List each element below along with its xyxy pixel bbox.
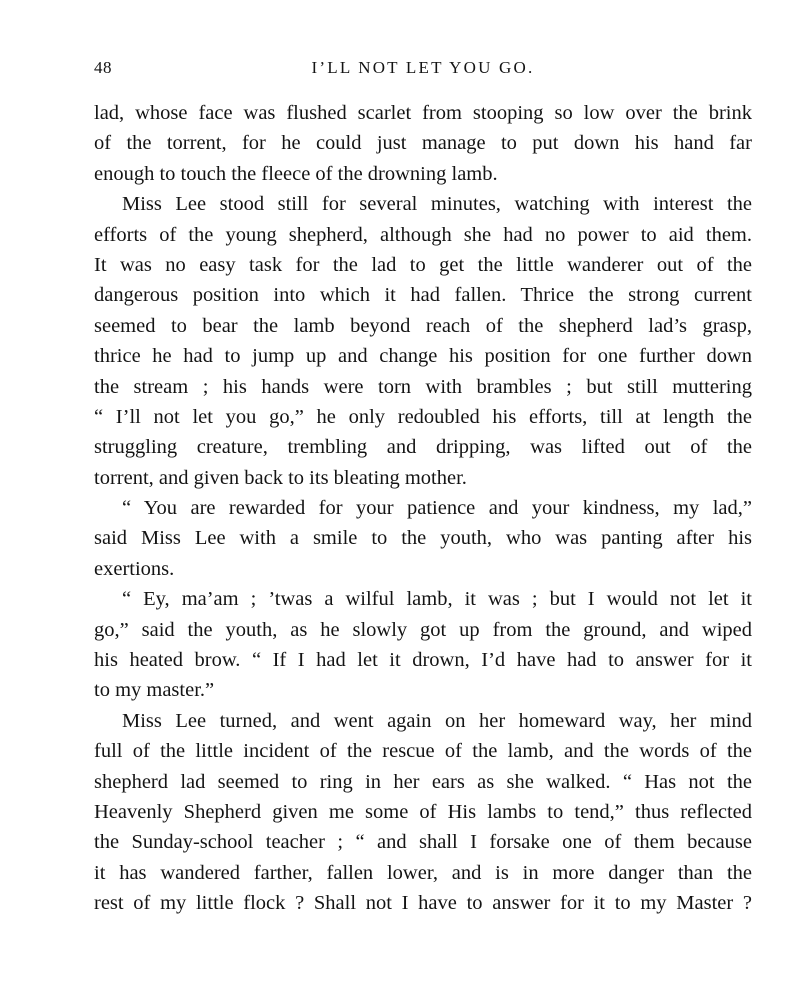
text-line: It was no easy task for the lad to get the little wanderer out of the: [94, 253, 752, 276]
text-line: seemed to bear the lamb beyond reach of the shepherd lad’s grasp,: [94, 314, 752, 337]
text-line: full of the little incident of the rescue of the lamb, and the words of the: [94, 740, 752, 763]
text-line: go,” said the youth, as he slowly got up from the ground, and wiped: [94, 618, 752, 641]
body-text: [94, 98, 752, 919]
text-line: dangerous position into which it had fallen. Thrice the strong current: [94, 284, 752, 307]
text-line: said Miss Lee with a smile to the youth, who was panting after his: [94, 527, 752, 550]
text-line: the Sunday-school teacher ; “ and shall I forsake one of them because: [94, 831, 752, 854]
text-line: the stream ; his hands were torn with brambles ; but still muttering: [94, 375, 752, 398]
text-line: it has wandered farther, fallen lower, and is in more danger than the: [94, 861, 752, 884]
text-line: Miss Lee turned, and went again on her homeward way, her mind: [122, 709, 752, 732]
text-line: of the torrent, for he could just manage to put down his hand far: [94, 132, 752, 155]
text-line: efforts of the young shepherd, although she had no power to aid them.: [94, 223, 752, 246]
text-line: enough to touch the fleece of the drowning lamb.: [94, 162, 498, 185]
text-line: rest of my little flock ? Shall not I have to answer for it to my Master ?: [94, 892, 752, 915]
text-line: thrice he had to jump up and change his position for one further down: [94, 345, 752, 368]
page-number: 48: [94, 58, 112, 77]
text-line: “ You are rewarded for your patience and your kindness, my lad,”: [122, 497, 752, 520]
text-line: shepherd lad seemed to ring in her ears as she walked. “ Has not the: [94, 770, 752, 793]
text-line: Heavenly Shepherd given me some of His lambs to tend,” thus reflected: [94, 800, 752, 823]
text-line: struggling creature, trembling and dripping, was lifted out of the: [94, 436, 752, 459]
text-line: Miss Lee stood still for several minutes, watching with interest the: [122, 193, 752, 216]
text-line: torrent, and given back to its bleating mother.: [94, 466, 467, 489]
text-line: exertions.: [94, 557, 175, 580]
text-line: his heated brow. “ If I had let it drown, I’d have had to answer for it: [94, 649, 752, 672]
text-line: to my master.”: [94, 679, 215, 702]
page-header: [94, 58, 752, 82]
text-line: lad, whose face was flushed scarlet from stooping so low over the brink: [94, 102, 752, 124]
text-line: “ I’ll not let you go,” he only redoubled his efforts, till at length the: [94, 405, 752, 428]
text-line: “ Ey, ma’am ; ’twas a wilful lamb, it was ; but I would not let it: [122, 588, 752, 611]
running-title: I’LL NOT LET YOU GO.: [311, 58, 535, 77]
